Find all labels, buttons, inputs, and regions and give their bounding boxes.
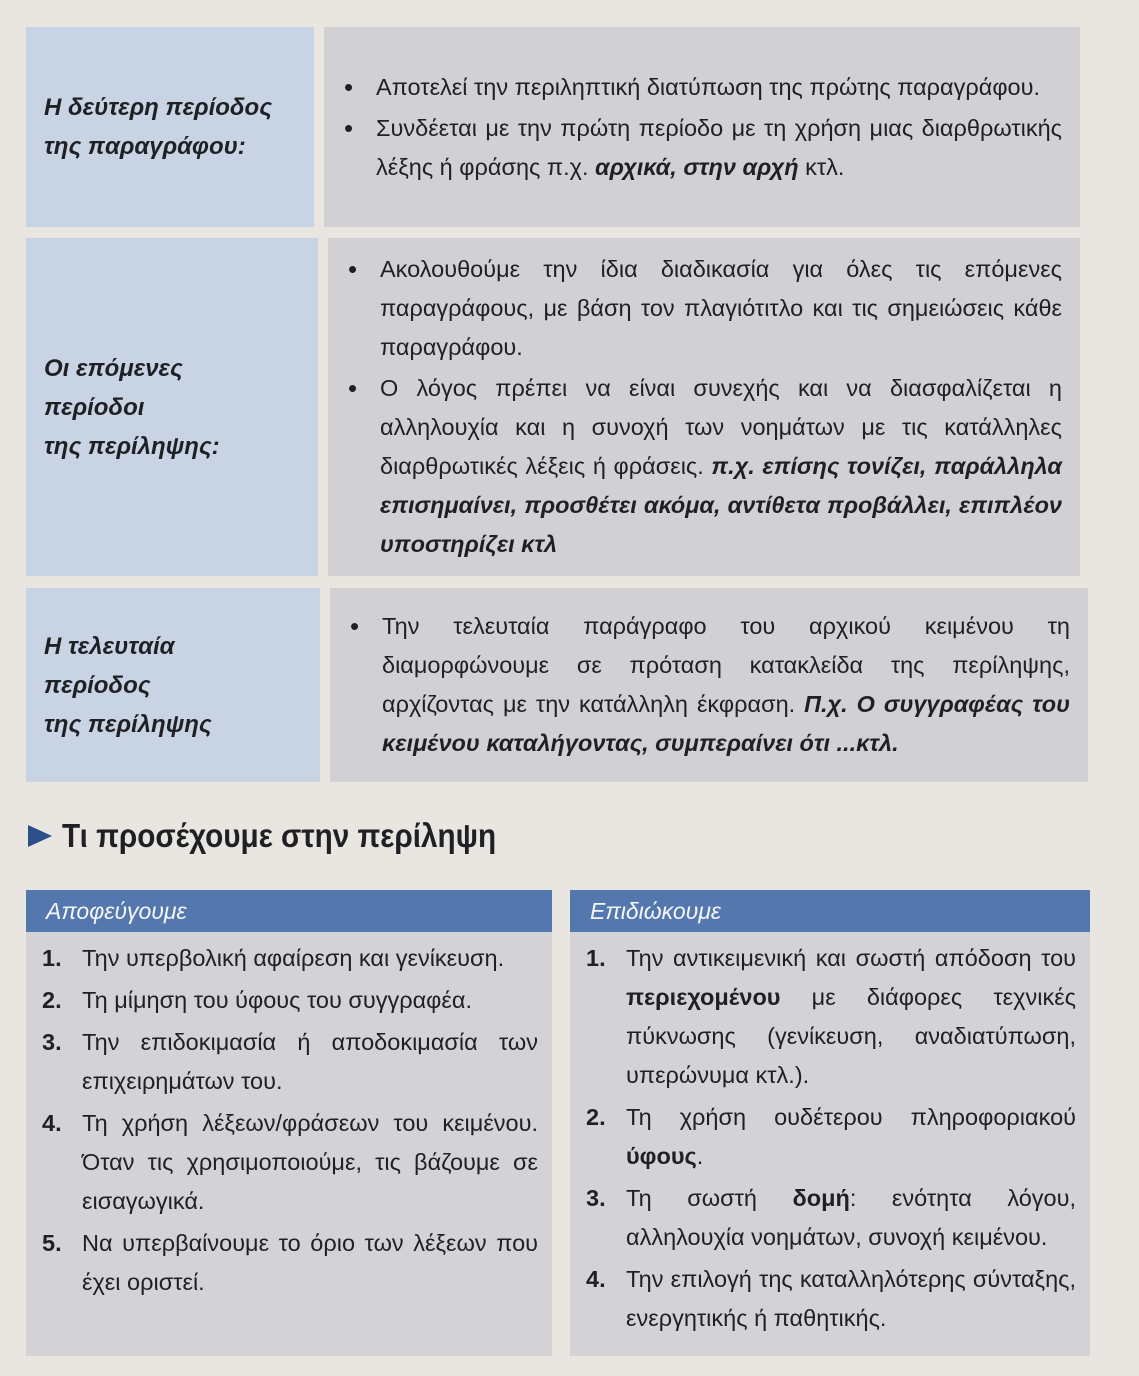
section-heading-text: Τι προσέχουμε στην περίληψη	[62, 817, 497, 854]
row-label	[26, 238, 318, 576]
item-text: Την υπερβολική αφαίρεση και γενίκευση.	[82, 945, 505, 971]
label-line: της παραγράφου:	[44, 133, 246, 160]
item-number: 3.	[42, 1029, 62, 1055]
item-number: 4.	[586, 1266, 606, 1292]
bullet-item	[348, 607, 1070, 763]
item-text: Την αντικειμενική και σωστή απόδοση του	[626, 945, 1076, 971]
avoid-column-body	[26, 932, 552, 1356]
list-item	[584, 1179, 1076, 1257]
pursue-column-body	[570, 932, 1090, 1356]
row-content	[324, 27, 1080, 227]
item-emphasis: ύφους	[626, 1143, 697, 1169]
summary-row-next-periods	[26, 238, 1080, 576]
summary-row-second-period	[26, 27, 1080, 227]
numbered-list	[584, 939, 1076, 1338]
item-number: 5.	[42, 1230, 62, 1256]
bullet-example: π.χ. επίσης τονίζει, παράλληλα επισημαίνει, προσθέτει ακόμα, αντίθετα προβάλλει, επιπλέον υποστηρίζει κτλ	[380, 453, 1062, 557]
item-number: 2.	[586, 1104, 606, 1130]
numbered-list	[40, 939, 538, 1302]
item-number: 1.	[42, 945, 62, 971]
bullet-item	[346, 250, 1062, 367]
item-text: : ενότητα λόγου, αλληλουχία νοημάτων, συνοχή κειμένου.	[626, 1185, 1076, 1250]
item-text: Τη μίμηση του ύφους του συγγραφέα.	[82, 987, 473, 1013]
label-line: της περίληψης:	[44, 432, 220, 460]
bullet-text: Συνδέεται με την πρώτη περίοδο με τη χρήση μιας διαρθρωτικής λέξης ή φράσης π.χ.	[376, 114, 1062, 180]
item-text: Να υπερβαίνουμε το όριο των λέξεων που έχει οριστεί.	[82, 1230, 538, 1295]
section-heading	[28, 817, 544, 855]
label-line: Η δεύτερη περίοδος	[44, 94, 272, 121]
list-item	[584, 1098, 1076, 1176]
item-number: 1.	[586, 945, 606, 971]
pursue-column-title: Επιδιώκουμε	[570, 890, 1090, 932]
bullet-example: αρχικά, στην αρχή	[595, 153, 799, 180]
bullet-list	[348, 605, 1070, 765]
item-text: .	[696, 1143, 704, 1169]
bullet-item	[342, 109, 1062, 187]
bullet-text: Αποτελεί την περιληπτική διατύπωση της πρώτης παραγράφου.	[376, 73, 1041, 100]
item-text: Τη σωστή	[626, 1185, 793, 1211]
item-number: 4.	[42, 1110, 62, 1136]
item-text: Την επιδοκιμασία ή αποδοκιμασία των επιχειρημάτων του.	[82, 1029, 538, 1094]
item-emphasis: περιεχομένου	[626, 984, 781, 1010]
bullet-text: Ακολουθούμε την ίδια διαδικασία για όλες τις επόμενες παραγράφους, με βάση τον πλαγιότιτλο και τις σημειώσεις κάθε παραγράφου.	[380, 256, 1062, 360]
item-text: με διάφορες τεχνικές πύκνωσης (γενίκευση, αναδιατύπωση, υπερώνυμα κτλ.).	[626, 984, 1076, 1088]
list-item	[584, 1260, 1076, 1338]
label-line: περίοδος	[44, 671, 151, 699]
bullet-item	[346, 369, 1062, 564]
row-label	[26, 588, 320, 782]
bullet-list	[346, 248, 1062, 566]
triangle-arrow-icon	[28, 825, 52, 847]
summary-row-last-period	[26, 588, 1088, 782]
bullet-text: κτλ.	[798, 153, 845, 180]
avoid-column-title: Αποφεύγουμε	[26, 890, 552, 932]
bullet-text: Την τελευταία παράγραφο του αρχικού κειμένου τη διαμορφώνουμε σε πρόταση κατακλείδα της περίληψης, αρχίζοντας με την κατάλληλη έκφραση.	[382, 613, 1070, 717]
list-item	[40, 1104, 538, 1221]
item-text: Την επιλογή της καταλληλότερης σύνταξης, ενεργητικής ή παθητικής.	[626, 1266, 1076, 1331]
list-item	[40, 939, 538, 978]
item-emphasis: δομή	[792, 1185, 850, 1211]
pursue-column	[570, 890, 1090, 1356]
row-label	[26, 27, 314, 227]
label-line: της περίληψης	[44, 710, 212, 738]
bullet-list	[342, 66, 1062, 189]
bullet-text: Ο λόγος πρέπει να είναι συνεχής και να διασφαλίζεται η αλληλουχία και η συνοχή των νοημάτων με τις κατάλληλες διαρθρωτικές λέξεις ή φράσεις.	[380, 375, 1062, 479]
label-line: Οι επόμενες	[44, 354, 183, 382]
row-content	[330, 588, 1088, 782]
row-content	[328, 238, 1080, 576]
list-item	[40, 981, 538, 1020]
list-item	[40, 1224, 538, 1302]
bullet-example: Π.χ. Ο συγγραφέας του κειμένου καταλήγοντας, συμπεραίνει ότι ...κτλ.	[382, 691, 1070, 756]
item-text: Τη χρήση λέξεων/φράσεων του κειμένου. Όταν τις χρησιμοποιούμε, τις βάζουμε σε εισαγωγικά.	[82, 1110, 538, 1214]
item-number: 3.	[586, 1185, 606, 1211]
item-number: 2.	[42, 987, 62, 1013]
list-item	[40, 1023, 538, 1101]
item-text: Τη χρήση ουδέτερου πληροφοριακού	[626, 1104, 1076, 1130]
label-line: περίοδοι	[44, 393, 145, 421]
avoid-column	[26, 890, 552, 1356]
list-item	[584, 939, 1076, 1095]
label-line: Η τελευταία	[44, 632, 175, 660]
bullet-item	[342, 68, 1062, 107]
